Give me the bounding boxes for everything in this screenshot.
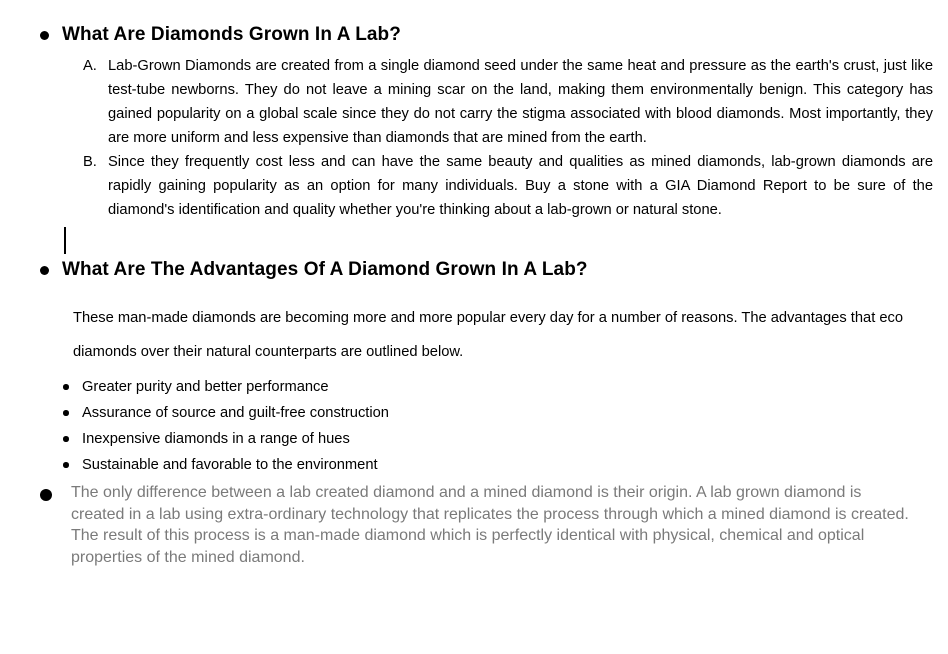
list-item-a[interactable] — [83, 54, 933, 150]
text-caret — [64, 227, 66, 254]
heading-what-are-lab-diamonds[interactable] — [40, 22, 401, 48]
bullet-icon — [63, 410, 69, 416]
list-item-b-label: B. — [83, 154, 97, 170]
advantage-item[interactable] — [63, 426, 389, 452]
intro-line-1[interactable]: These man-made diamonds are becoming more and more popular every day for a number of reasons. The advantages that eco — [73, 310, 904, 326]
list-item-a-label: A. — [83, 58, 97, 74]
advantage-text[interactable]: Assurance of source and guilt-free construction — [82, 405, 389, 421]
lettered-list — [83, 54, 933, 222]
list-item-b-text[interactable]: Since they frequently cost less and can have the same beauty and qualities as mined diamonds, lab-grown diamonds are rapidly gaining popularity as an option for many individuals. Buy a stone with a GIA Diamond Report to be sure of the diamond's identification and quality whether you're thinking about a lab-grown or natural stone. — [108, 154, 933, 218]
note-item[interactable] — [40, 482, 920, 569]
advantage-text[interactable]: Inexpensive diamonds in a range of hues — [82, 431, 350, 447]
advantage-item[interactable] — [63, 374, 389, 400]
bullet-icon — [40, 31, 49, 40]
advantage-item[interactable] — [63, 400, 389, 426]
list-item-a-text[interactable]: Lab-Grown Diamonds are created from a single diamond seed under the same heat and pressure as the earth's crust, just like test-tube newborns. They do not leave a mining scar on the land, making them environmentally benign. This category has gained popularity on a global scale since they do not carry the stigma associated with blood diamonds. Most importantly, they are more uniform and less expensive than diamonds that are mined from the earth. — [108, 58, 933, 146]
advantage-item[interactable] — [63, 452, 389, 478]
bullet-icon — [40, 489, 52, 501]
bullet-icon — [63, 384, 69, 390]
heading1-text[interactable]: What Are Diamonds Grown In A Lab? — [62, 24, 401, 45]
intro-paragraph[interactable] — [73, 301, 903, 369]
bullet-icon — [63, 436, 69, 442]
advantage-text[interactable]: Sustainable and favorable to the environment — [82, 457, 378, 473]
note-text[interactable]: The only difference between a lab created diamond and a mined diamond is their origin. A lab grown diamond is created in a lab using extra-ordinary technology that replicates the process through which a mined diamond is created. The result of this process is a man-made diamond which is perfectly identical with physical, chemical and optical properties of the mined diamond. — [71, 484, 909, 567]
advantage-text[interactable]: Greater purity and better performance — [82, 379, 329, 395]
bullet-icon — [63, 462, 69, 468]
advantages-list — [63, 374, 389, 478]
heading-advantages[interactable] — [40, 257, 588, 283]
heading2-text[interactable]: What Are The Advantages Of A Diamond Grown In A Lab? — [62, 259, 588, 280]
bullet-icon — [40, 266, 49, 275]
intro-line-2[interactable]: diamonds over their natural counterparts are outlined below. — [73, 344, 464, 360]
list-item-b[interactable] — [83, 150, 933, 222]
